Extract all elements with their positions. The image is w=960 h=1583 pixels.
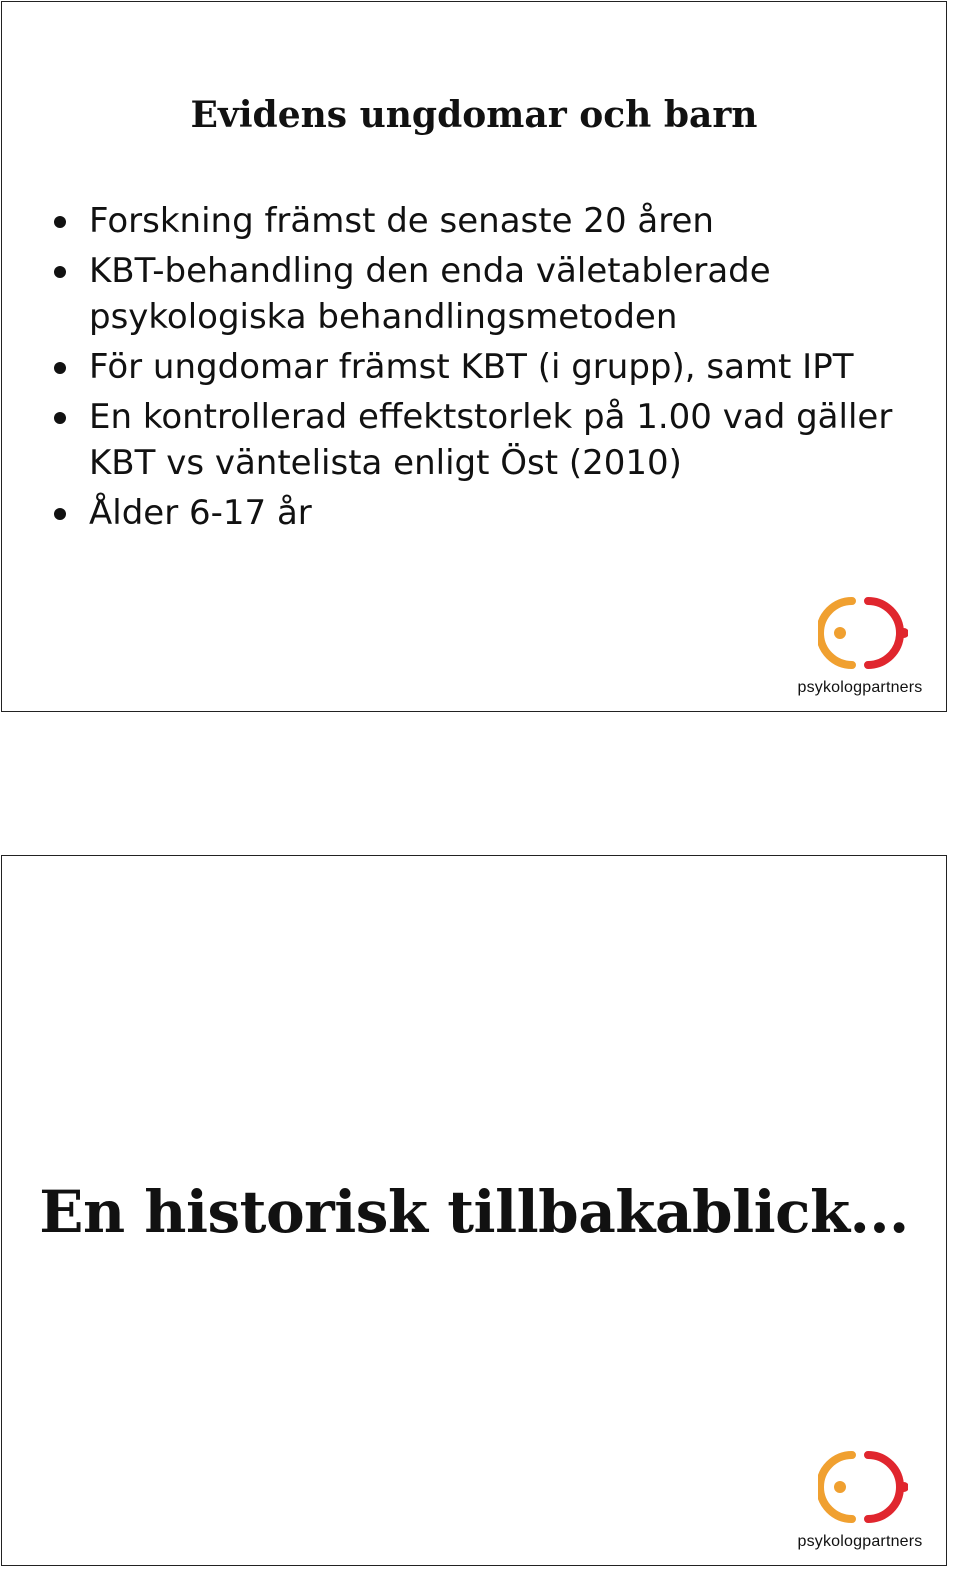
bullet-item bbox=[54, 394, 934, 486]
bullet-dot-icon bbox=[54, 216, 66, 228]
slide-1 bbox=[1, 1, 947, 712]
bullet-text: Ålder 6-17 år bbox=[89, 493, 312, 533]
slide-title: En historisk tillbakablick... bbox=[39, 1178, 909, 1246]
bullet-text: En kontrollerad effektstorlek på 1.00 vad gäller KBT vs väntelista enligt Öst (2010) bbox=[89, 397, 893, 483]
bullet-item bbox=[54, 490, 934, 536]
psykologpartners-logo-icon bbox=[818, 1451, 908, 1523]
psykologpartners-logo-icon bbox=[818, 597, 908, 669]
slide-2 bbox=[1, 855, 947, 1566]
bullet-item bbox=[54, 344, 934, 390]
company-logo bbox=[790, 1451, 930, 1551]
logo-text: psykologpartners bbox=[797, 679, 923, 696]
company-logo bbox=[790, 597, 930, 697]
bullet-dot-icon bbox=[54, 508, 66, 520]
bullet-item bbox=[54, 248, 934, 340]
bullet-dot-icon bbox=[54, 266, 66, 278]
logo-text: psykologpartners bbox=[797, 1533, 923, 1550]
bullet-dot-icon bbox=[54, 362, 66, 374]
bullet-text: För ungdomar främst KBT (i grupp), samt IPT bbox=[89, 347, 854, 387]
bullet-text: Forskning främst de senaste 20 åren bbox=[89, 201, 714, 241]
bullet-dot-icon bbox=[54, 412, 66, 424]
bullet-item bbox=[54, 198, 934, 244]
slide-title: Evidens ungdomar och barn bbox=[190, 94, 758, 136]
bullet-text: KBT-behandling den enda väletablerade psykologiska behandlingsmetoden bbox=[89, 251, 771, 337]
bullet-list bbox=[54, 198, 934, 540]
